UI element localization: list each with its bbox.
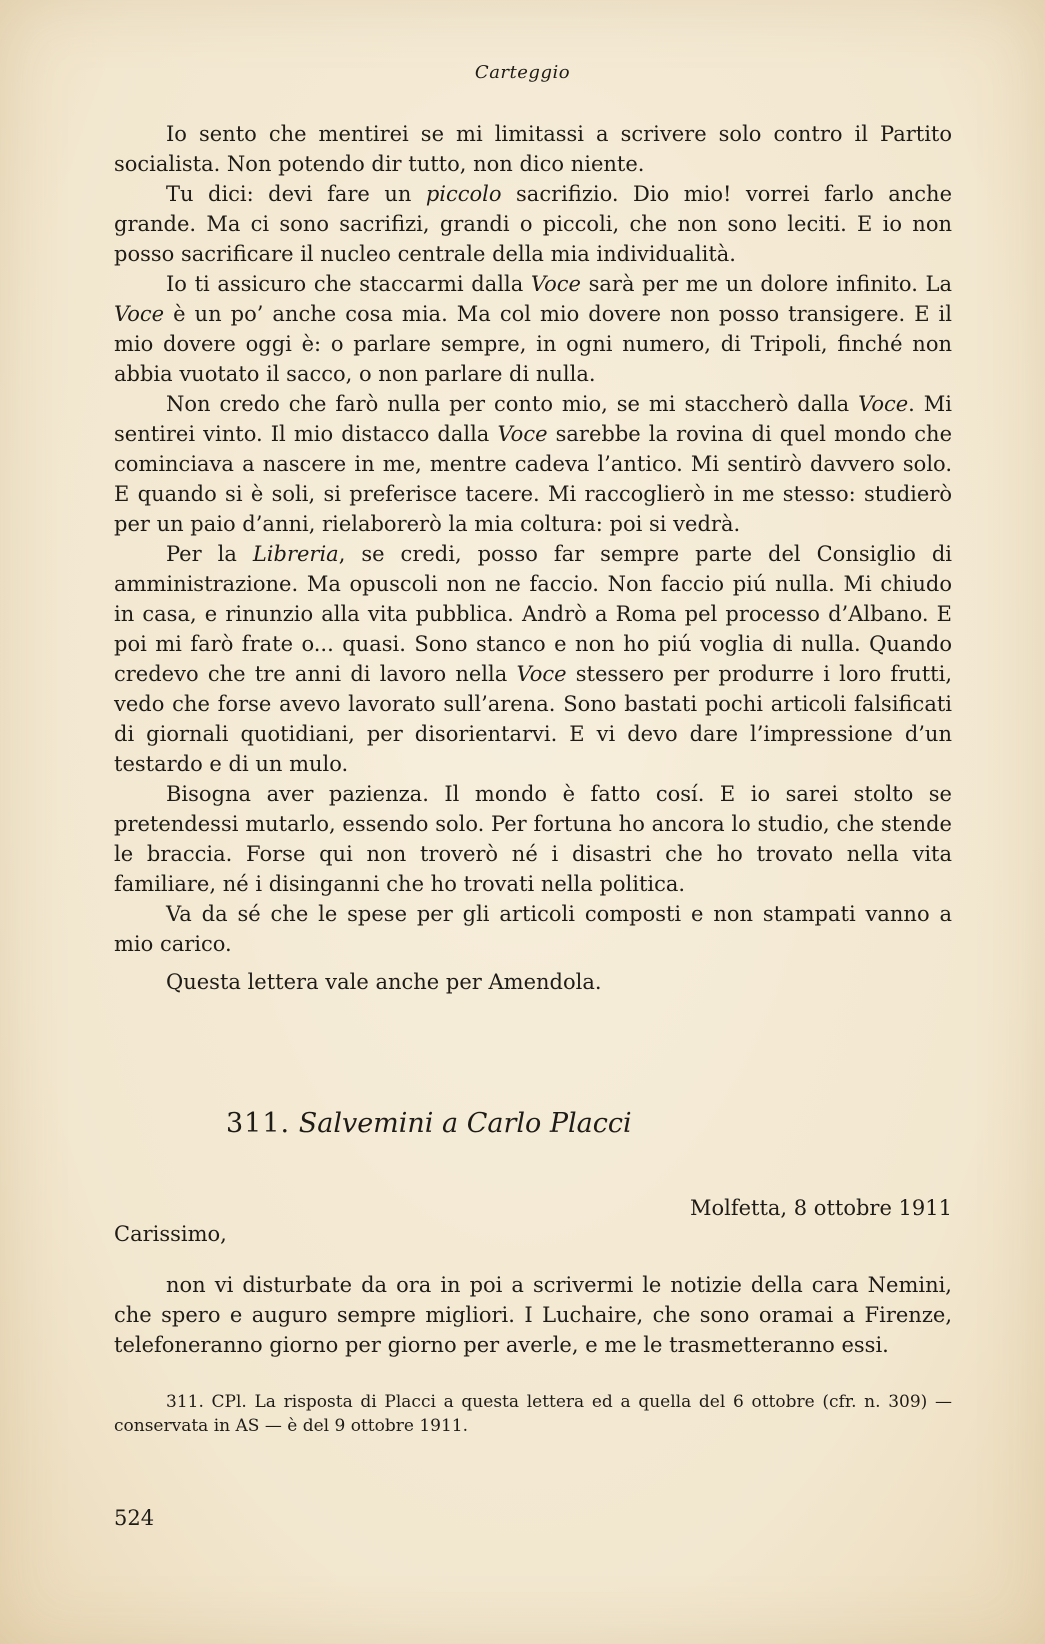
dateline: Molfetta, 8 ottobre 1911 bbox=[689, 1196, 952, 1220]
closing-line: Questa lettera vale anche per Amendola. bbox=[166, 970, 602, 994]
paragraph: Tu dici: devi fare un piccolo sacrifizio. Dio mio! vorrei farlo anche grande. Ma ci sono sacrifizi, grandi o piccoli, che non sono leciti. E io non posso sacrificare il nucleo centrale della mia individualità. bbox=[114, 182, 952, 266]
paragraph: Va da sé che le spese per gli articoli composti e non stampati vanno a mio carico. bbox=[114, 902, 952, 956]
paragraph: Bisogna aver pazienza. Il mondo è fatto cosí. E io sarei stolto se pretendessi mutarlo, essendo solo. Per fortuna ho ancora lo studio, che stende le braccia. Forse qui non troverò né i disastri che ho trovato nella vita familiare, né i disinganni che ho trovati nella politica. bbox=[114, 782, 952, 896]
letter-number: 311. bbox=[226, 1108, 291, 1139]
italic-title: Libreria bbox=[252, 542, 339, 566]
letter-paragraph: non vi disturbate da ora in poi a scrivermi le notizie della cara Nemini, che spero e auguro sempre migliori. I Luchaire, che sono oramai a Firenze, telefoneranno giorno per giorno per averle, e me le trasmetteranno essi. bbox=[114, 1273, 952, 1357]
italic-title: Voce bbox=[114, 302, 165, 326]
italic-title: Voce bbox=[516, 662, 567, 686]
italic-title: Voce bbox=[858, 392, 909, 416]
footnote-text: 311. CPl. La risposta di Placci a questa lettera ed a quella del 6 ottobre (cfr. n. 309) — conservata in AS — è del 9 ottobre 1911. bbox=[114, 1392, 952, 1436]
letter-body bbox=[114, 1270, 952, 1360]
footnote bbox=[114, 1390, 952, 1438]
italic-title: Voce bbox=[530, 272, 581, 296]
paragraph: Per la Libreria, se credi, posso far sempre parte del Consiglio di amministrazione. Ma opuscoli non ne faccio. Non faccio piú nulla. Mi chiudo in casa, e rinunzio alla vita pubblica. Andrò a Roma pel processo d’Albano. E poi mi farò frate o... quasi. Sono stanco e non ho piú voglia di nulla. Quando credevo che tre anni di lavoro nella Voce stessero per produrre i loro frutti, vedo che forse avevo lavorato sull’arena. Sono bastati pochi articoli falsificati di giornali quotidiani, per disorientarvi. E vi devo dare l’impressione d’un testardo e di un mulo. bbox=[114, 542, 952, 776]
italic-title: Voce bbox=[497, 422, 548, 446]
letter-text-continued bbox=[114, 119, 952, 959]
paragraph: Non credo che farò nulla per conto mio, se mi staccherò dalla Voce. Mi sentirei vinto. Il mio distacco dalla Voce sarebbe la rovina di quel mondo che cominciava a nascere in me, mentre cadeva l’antico. Mi sentirò davvero solo. E quando si è soli, si preferisce tacere. Mi raccoglierò in me stesso: studierò per un paio d’anni, rielaborerò la mia coltura: poi si vedrà. bbox=[114, 392, 953, 536]
italic-title: piccolo bbox=[425, 182, 502, 206]
letter-title: Salvemini a Carlo Placci bbox=[298, 1108, 632, 1139]
letter-heading bbox=[226, 1108, 632, 1139]
paragraph: Io sento che mentirei se mi limitassi a scrivere solo contro il Partito socialista. Non potendo dir tutto, non dico niente. bbox=[114, 122, 952, 176]
page-number: 524 bbox=[114, 1506, 155, 1530]
salutation: Carissimo, bbox=[114, 1222, 227, 1246]
paragraph: Io ti assicuro che staccarmi dalla Voce sarà per me un dolore infinito. La Voce è un po’ anche cosa mia. Ma col mio dovere non posso transigere. E il mio dovere oggi è: o parlare sempre, in ogni numero, di Tripoli, finché non abbia vuotato il sacco, o non parlare di nulla. bbox=[114, 272, 952, 386]
running-head: Carteggio bbox=[474, 62, 571, 83]
